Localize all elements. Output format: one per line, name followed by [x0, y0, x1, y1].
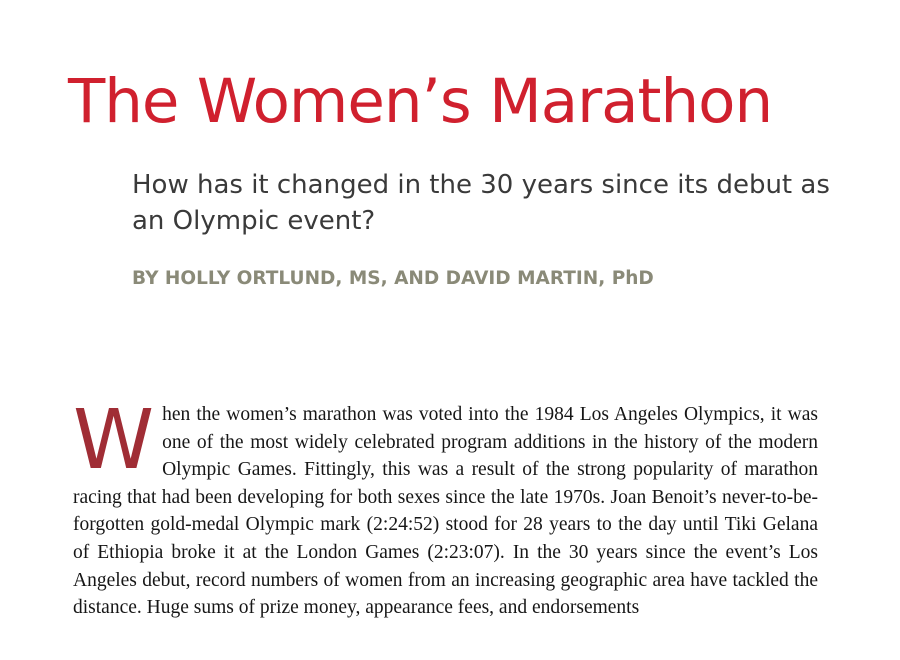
article-subtitle: How has it changed in the 30 years since its debut as an Olympic event?: [132, 170, 830, 236]
article-body: [73, 393, 818, 622]
article-byline: BY HOLLY ORTLUND, MS, AND DAVID MARTIN, PhD: [132, 268, 654, 289]
article-body-text: hen the women’s marathon was voted into the 1984 Los Angeles Olympics, it was one of the most widely celebrated program additions in the history of the modern Olympic Games. Fittingly, this was a result of the strong popularity of marathon racing that had been developing for both sexes since the late 1970s. Joan Benoit’s never-to-be-forgotten gold-medal Olympic mark (2:24:52) stood for 28 years to the day until Tiki Gelana of Ethiopia broke it at the London Games (2:23:07). In the 30 years since the event’s Los Angeles debut, record numbers of women from an increasing geographic area have tackled the distance. Huge sums of prize money, appearance fees, and endorsements: [73, 404, 818, 619]
article-title: The Women’s Marathon: [68, 66, 773, 137]
drop-cap: W: [73, 393, 155, 488]
